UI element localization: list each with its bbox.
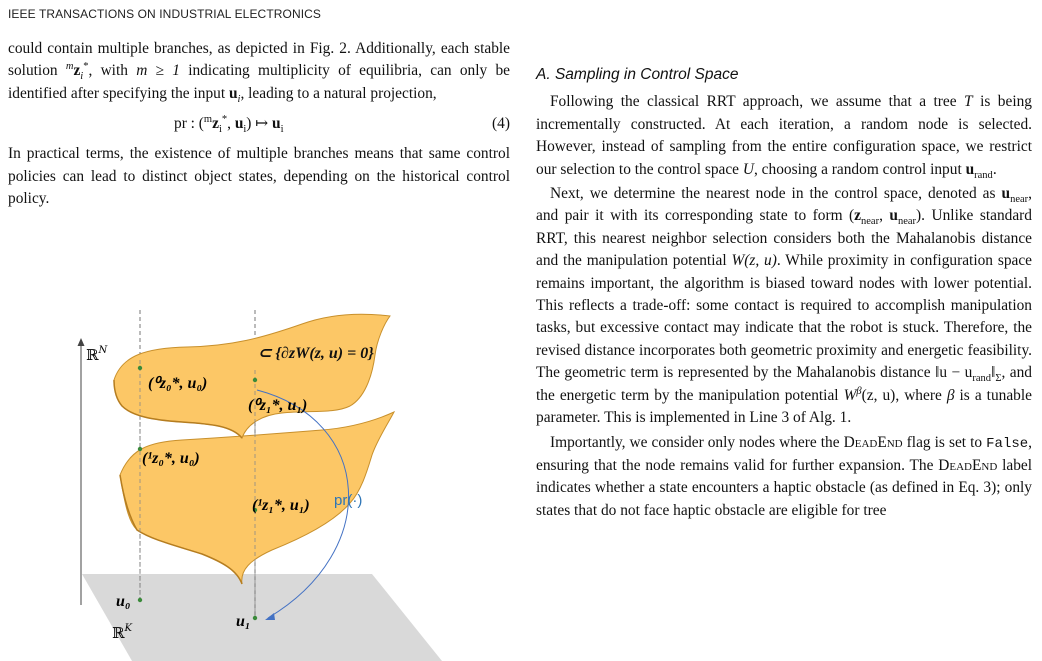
text-span: ). Unlike standard RRT, this nearest neighbor selection considers both the Mahalanobis distance and the manipulation potential bbox=[536, 207, 1032, 270]
eq-sub: i bbox=[218, 124, 222, 136]
math-u: u bbox=[889, 207, 898, 225]
eq-sup: m bbox=[203, 114, 213, 126]
label-pr: pr(·) bbox=[334, 492, 363, 509]
text-span: , ensuring that the node remains valid for further expansion. The bbox=[536, 433, 1033, 474]
right-paragraph-3 bbox=[536, 432, 1032, 523]
math-beta: β bbox=[946, 386, 955, 404]
running-header: IEEE TRANSACTIONS ON INDUSTRIAL ELECTRONICS bbox=[8, 7, 322, 21]
math-potential: W(z, u) bbox=[731, 252, 777, 270]
math-z: z bbox=[73, 62, 81, 80]
math-sup: * bbox=[83, 61, 89, 73]
deadend-label: DeadEnd bbox=[843, 433, 903, 451]
text-span: . While proximity in configuration space remains important, the algorithm is biased toward nodes with lower potential. This reflects a trade-off: some contact is required to accomplish manipulation tasks, but excessive contact may indicate that the robot is stuck. Therefore, the revised distance incorporates both geometric proximity and energetic feasibility. The geometric term is represented by the Mahalanobis distance bbox=[536, 252, 1033, 382]
text-span: , leading to a natural projection, bbox=[240, 84, 437, 102]
eq-text: , bbox=[227, 115, 235, 133]
figure-svg bbox=[72, 300, 452, 661]
text-span: , and pair it with its corresponding state to form ( bbox=[536, 185, 1032, 225]
text-span: , bbox=[879, 207, 890, 225]
eq-text: ) ↦ bbox=[246, 115, 273, 133]
left-paragraph-2: In practical terms, the existence of multiple branches means that same control policies can lead to distinct object states, depending on the historical control policy. bbox=[8, 145, 510, 208]
point-u1 bbox=[253, 616, 257, 620]
point-z00 bbox=[138, 366, 142, 370]
text-span: Importantly, we consider only nodes where the bbox=[550, 433, 844, 451]
eq-u: u bbox=[234, 115, 244, 133]
right-paragraph-1 bbox=[536, 91, 1032, 181]
text-span: flag is set to bbox=[902, 433, 987, 451]
math-z: z bbox=[854, 207, 861, 225]
math-sup: m bbox=[65, 61, 74, 73]
math-u: u bbox=[1001, 185, 1011, 203]
right-paragraph-2 bbox=[536, 183, 1032, 429]
math-sub: near bbox=[897, 216, 917, 228]
text-span: indicating multiplicity of equilibria, can only be identified after specifying the input bbox=[8, 62, 510, 102]
math-sub: near bbox=[861, 216, 880, 228]
text-span: , and the energetic term by the manipulation potential bbox=[536, 364, 1032, 404]
label-stationary-set: ⊂ {∂zW(z, u) = 0} bbox=[258, 345, 374, 362]
figure-2 bbox=[72, 300, 452, 661]
text-span: could contain multiple branches, as depicted in Fig. 2. Additionally, each stable solution bbox=[8, 40, 510, 80]
code-false: False bbox=[986, 435, 1029, 452]
right-column bbox=[536, 64, 1032, 522]
math-u: u bbox=[965, 160, 975, 178]
math-u: u bbox=[228, 84, 238, 102]
eq-sup: * bbox=[221, 114, 228, 126]
axis-arrowhead bbox=[78, 338, 85, 346]
deadend-label: DeadEnd bbox=[938, 456, 998, 474]
text-span: , with bbox=[88, 62, 137, 80]
math-norm: ‖ bbox=[991, 364, 996, 382]
equation-body bbox=[174, 113, 284, 135]
equation-number: (4) bbox=[492, 115, 510, 133]
math-control-space: U bbox=[742, 160, 754, 178]
text-span: is a tunable parameter. This is implemented in Line 3 of Alg. 1. bbox=[536, 386, 1032, 427]
text-span: Next, we determine the nearest node in the control space, denoted as bbox=[550, 185, 1002, 203]
label-u1: u₁ bbox=[236, 613, 251, 630]
text-span: . bbox=[992, 160, 997, 178]
math-inline: m ≥ 1 bbox=[136, 62, 180, 80]
eq-u: u bbox=[272, 115, 281, 133]
left-paragraph-1 bbox=[8, 38, 510, 105]
math-args: (z, u) bbox=[861, 386, 896, 404]
math-sub: near bbox=[1010, 194, 1029, 206]
equation-4 bbox=[8, 113, 510, 135]
math-sub: Σ bbox=[995, 373, 1002, 385]
axis-label-rk: ℝ$^K$ bbox=[112, 623, 132, 642]
label-z00: (⁰z₀*, u₀) bbox=[148, 375, 208, 392]
label-z10: (¹z₀*, u₀) bbox=[142, 450, 200, 467]
section-heading: A. Sampling in Control Space bbox=[536, 66, 739, 83]
label-z01: (⁰z₁*, u₁) bbox=[248, 397, 308, 414]
math-tree: T bbox=[964, 93, 973, 111]
math-norm: ‖u − u bbox=[935, 364, 973, 382]
label-z11: (¹z₁*, u₁) bbox=[252, 497, 310, 514]
text-span: Following the classical RRT approach, we assume that a tree bbox=[550, 93, 965, 111]
axis-label-rn: ℝ$^N$ bbox=[86, 345, 108, 364]
eq-text: pr : ( bbox=[174, 115, 204, 133]
text-span: label indicates whether a state encounters a haptic obstacle (as defined in Eq. 3); only states that do not face haptic obstacle are eligible for tree bbox=[536, 456, 1032, 519]
math-potential: W bbox=[843, 386, 857, 404]
math-sup: β bbox=[856, 385, 862, 397]
text-span: is being incrementally constructed. At each iteration, a random node is selected. However, instead of sampling from the entire configuration space, we restrict our selection to the control space bbox=[536, 93, 1032, 178]
math-sub: rand bbox=[972, 373, 992, 385]
math-sub: i bbox=[80, 71, 84, 83]
label-u0: u₀ bbox=[116, 593, 131, 610]
point-z01 bbox=[253, 378, 257, 382]
math-sub: rand bbox=[974, 169, 993, 181]
point-u0 bbox=[138, 598, 142, 602]
text-span: , choosing a random control input bbox=[753, 160, 966, 178]
control-plane bbox=[82, 574, 442, 661]
eq-sub: i bbox=[243, 124, 247, 136]
eq-z: z bbox=[212, 115, 219, 133]
eq-sub: i bbox=[280, 124, 284, 136]
math-sub: i bbox=[237, 93, 241, 105]
left-column bbox=[8, 38, 510, 210]
text-span: , where bbox=[895, 386, 947, 404]
